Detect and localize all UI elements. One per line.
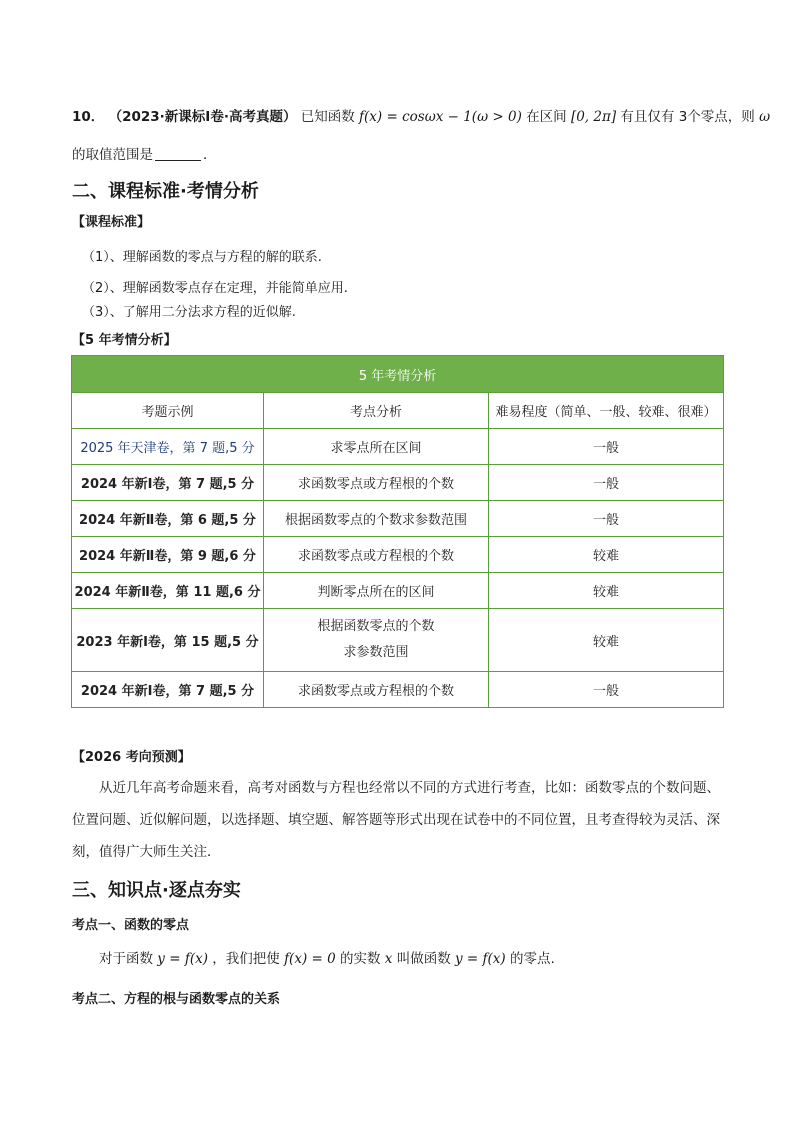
forecast-paragraph: 从近几年高考命题来看，高考对函数与方程也经常以不同的方式进行考查，比如：函数零点的个数问题、位置问题、近似解问题，以选择题、填空题、解答题等形式出现在试卷中的不同位置，且考查得较为灵活、深刻，值得广大师生关注． xyxy=(72,780,720,860)
question-10-line1 xyxy=(72,106,770,128)
question-range-text: 的取值范围是 xyxy=(72,147,153,163)
cell-difficulty: 一般 xyxy=(489,672,724,708)
cell-topic: 求函数零点或方程根的个数 xyxy=(264,672,489,708)
question-suffix: 有且仅有 3个零点，则 xyxy=(620,109,755,125)
kp1-formula-1: y = f(x) xyxy=(157,951,208,967)
question-end: ． xyxy=(203,147,217,163)
section-2-title: 二、课程标准·考情分析 xyxy=(72,181,259,202)
table-row xyxy=(72,501,724,537)
standard-item-1: （1）、理解函数的零点与方程的解的联系. xyxy=(82,250,322,265)
section-3-title: 三、知识点·逐点夯实 xyxy=(72,880,241,901)
table-row xyxy=(72,573,724,609)
kp1-formula-3: y = f(x) xyxy=(455,951,506,967)
table-row xyxy=(72,429,724,465)
question-10-line2 xyxy=(72,144,217,166)
cell-topic: 求函数零点或方程根的个数 xyxy=(264,465,489,501)
kp1-text-b: ，我们把使 xyxy=(212,951,280,967)
kp1-text-a: 对于函数 xyxy=(99,951,153,967)
standards-tag: 【课程标准】 xyxy=(72,215,151,230)
cell-source: 2024 年新Ⅱ卷，第 9 题,6 分 xyxy=(72,537,264,573)
cell-difficulty: 较难 xyxy=(489,609,724,672)
cell-difficulty: 一般 xyxy=(489,465,724,501)
table-row xyxy=(72,465,724,501)
exam-analysis-table xyxy=(71,355,724,708)
cell-source: 2024 年新Ⅰ卷，第 7 题,5 分 xyxy=(72,672,264,708)
standard-item-3: （3）、了解用二分法求方程的近似解. xyxy=(82,305,296,320)
question-formula: f(x) = cosωx − 1(ω > 0) xyxy=(359,109,522,125)
cell-source: 2023 年新Ⅰ卷，第 15 题,5 分 xyxy=(72,609,264,672)
kp1-text-c: 的实数 xyxy=(340,951,381,967)
question-omega: ω xyxy=(759,109,771,125)
table-caption: 5 年考情分析 xyxy=(72,356,724,393)
kp1-formula-2: f(x) = 0 xyxy=(284,951,336,967)
cell-difficulty: 一般 xyxy=(489,429,724,465)
answer-blank[interactable] xyxy=(155,146,201,161)
table-row xyxy=(72,609,724,672)
question-interval: [0, 2π] xyxy=(570,109,617,125)
column-header-source: 考题示例 xyxy=(72,393,264,429)
standard-item-2: （2）、理解函数零点存在定理，并能简单应用. xyxy=(82,281,348,296)
table-row xyxy=(72,537,724,573)
cell-source: 2025 年天津卷，第 7 题,5 分 xyxy=(72,429,264,465)
kp1-var-x: x xyxy=(384,951,393,967)
cell-topic: 求零点所在区间 xyxy=(264,429,489,465)
cell-topic: 判断零点所在的区间 xyxy=(264,573,489,609)
cell-source: 2024 年新Ⅱ卷，第 11 题,6 分 xyxy=(72,573,264,609)
cell-difficulty: 一般 xyxy=(489,501,724,537)
column-header-topic: 考点分析 xyxy=(264,393,489,429)
cell-topic: 求函数零点或方程根的个数 xyxy=(264,537,489,573)
question-prefix: 已知函数 xyxy=(300,109,355,125)
cell-topic xyxy=(264,609,489,672)
table-caption-row xyxy=(72,356,724,393)
cell-topic: 根据函数零点的个数求参数范围 xyxy=(264,501,489,537)
forecast-tag: 【2026 考向预测】 xyxy=(72,750,191,765)
question-mid: 在区间 xyxy=(526,109,567,125)
kp1-text-e: 的零点. xyxy=(509,951,555,967)
knowledge-point-2-title: 考点二、方程的根与函数零点的关系 xyxy=(72,992,281,1007)
cell-topic-line-1: 根据函数零点的个数 xyxy=(317,619,435,634)
column-header-difficulty: 难易程度（简单、一般、较难、很难） xyxy=(489,393,724,429)
cell-difficulty: 较难 xyxy=(489,537,724,573)
cell-source: 2024 年新Ⅱ卷，第 6 题,5 分 xyxy=(72,501,264,537)
table-row xyxy=(72,672,724,708)
analysis-tag: 【5 年考情分析】 xyxy=(72,333,177,348)
cell-difficulty: 较难 xyxy=(489,573,724,609)
cell-topic-line-2: 求参数范围 xyxy=(343,645,409,660)
question-number: 10． xyxy=(72,109,105,125)
kp1-text-d: 叫做函数 xyxy=(396,951,451,967)
table-header-row xyxy=(72,393,724,429)
knowledge-point-1-text xyxy=(99,947,555,967)
cell-source: 2024 年新Ⅰ卷，第 7 题,5 分 xyxy=(72,465,264,501)
question-source: （2023·新课标Ⅰ卷·高考真题） xyxy=(108,109,297,125)
knowledge-point-1-title: 考点一、函数的零点 xyxy=(72,918,190,933)
